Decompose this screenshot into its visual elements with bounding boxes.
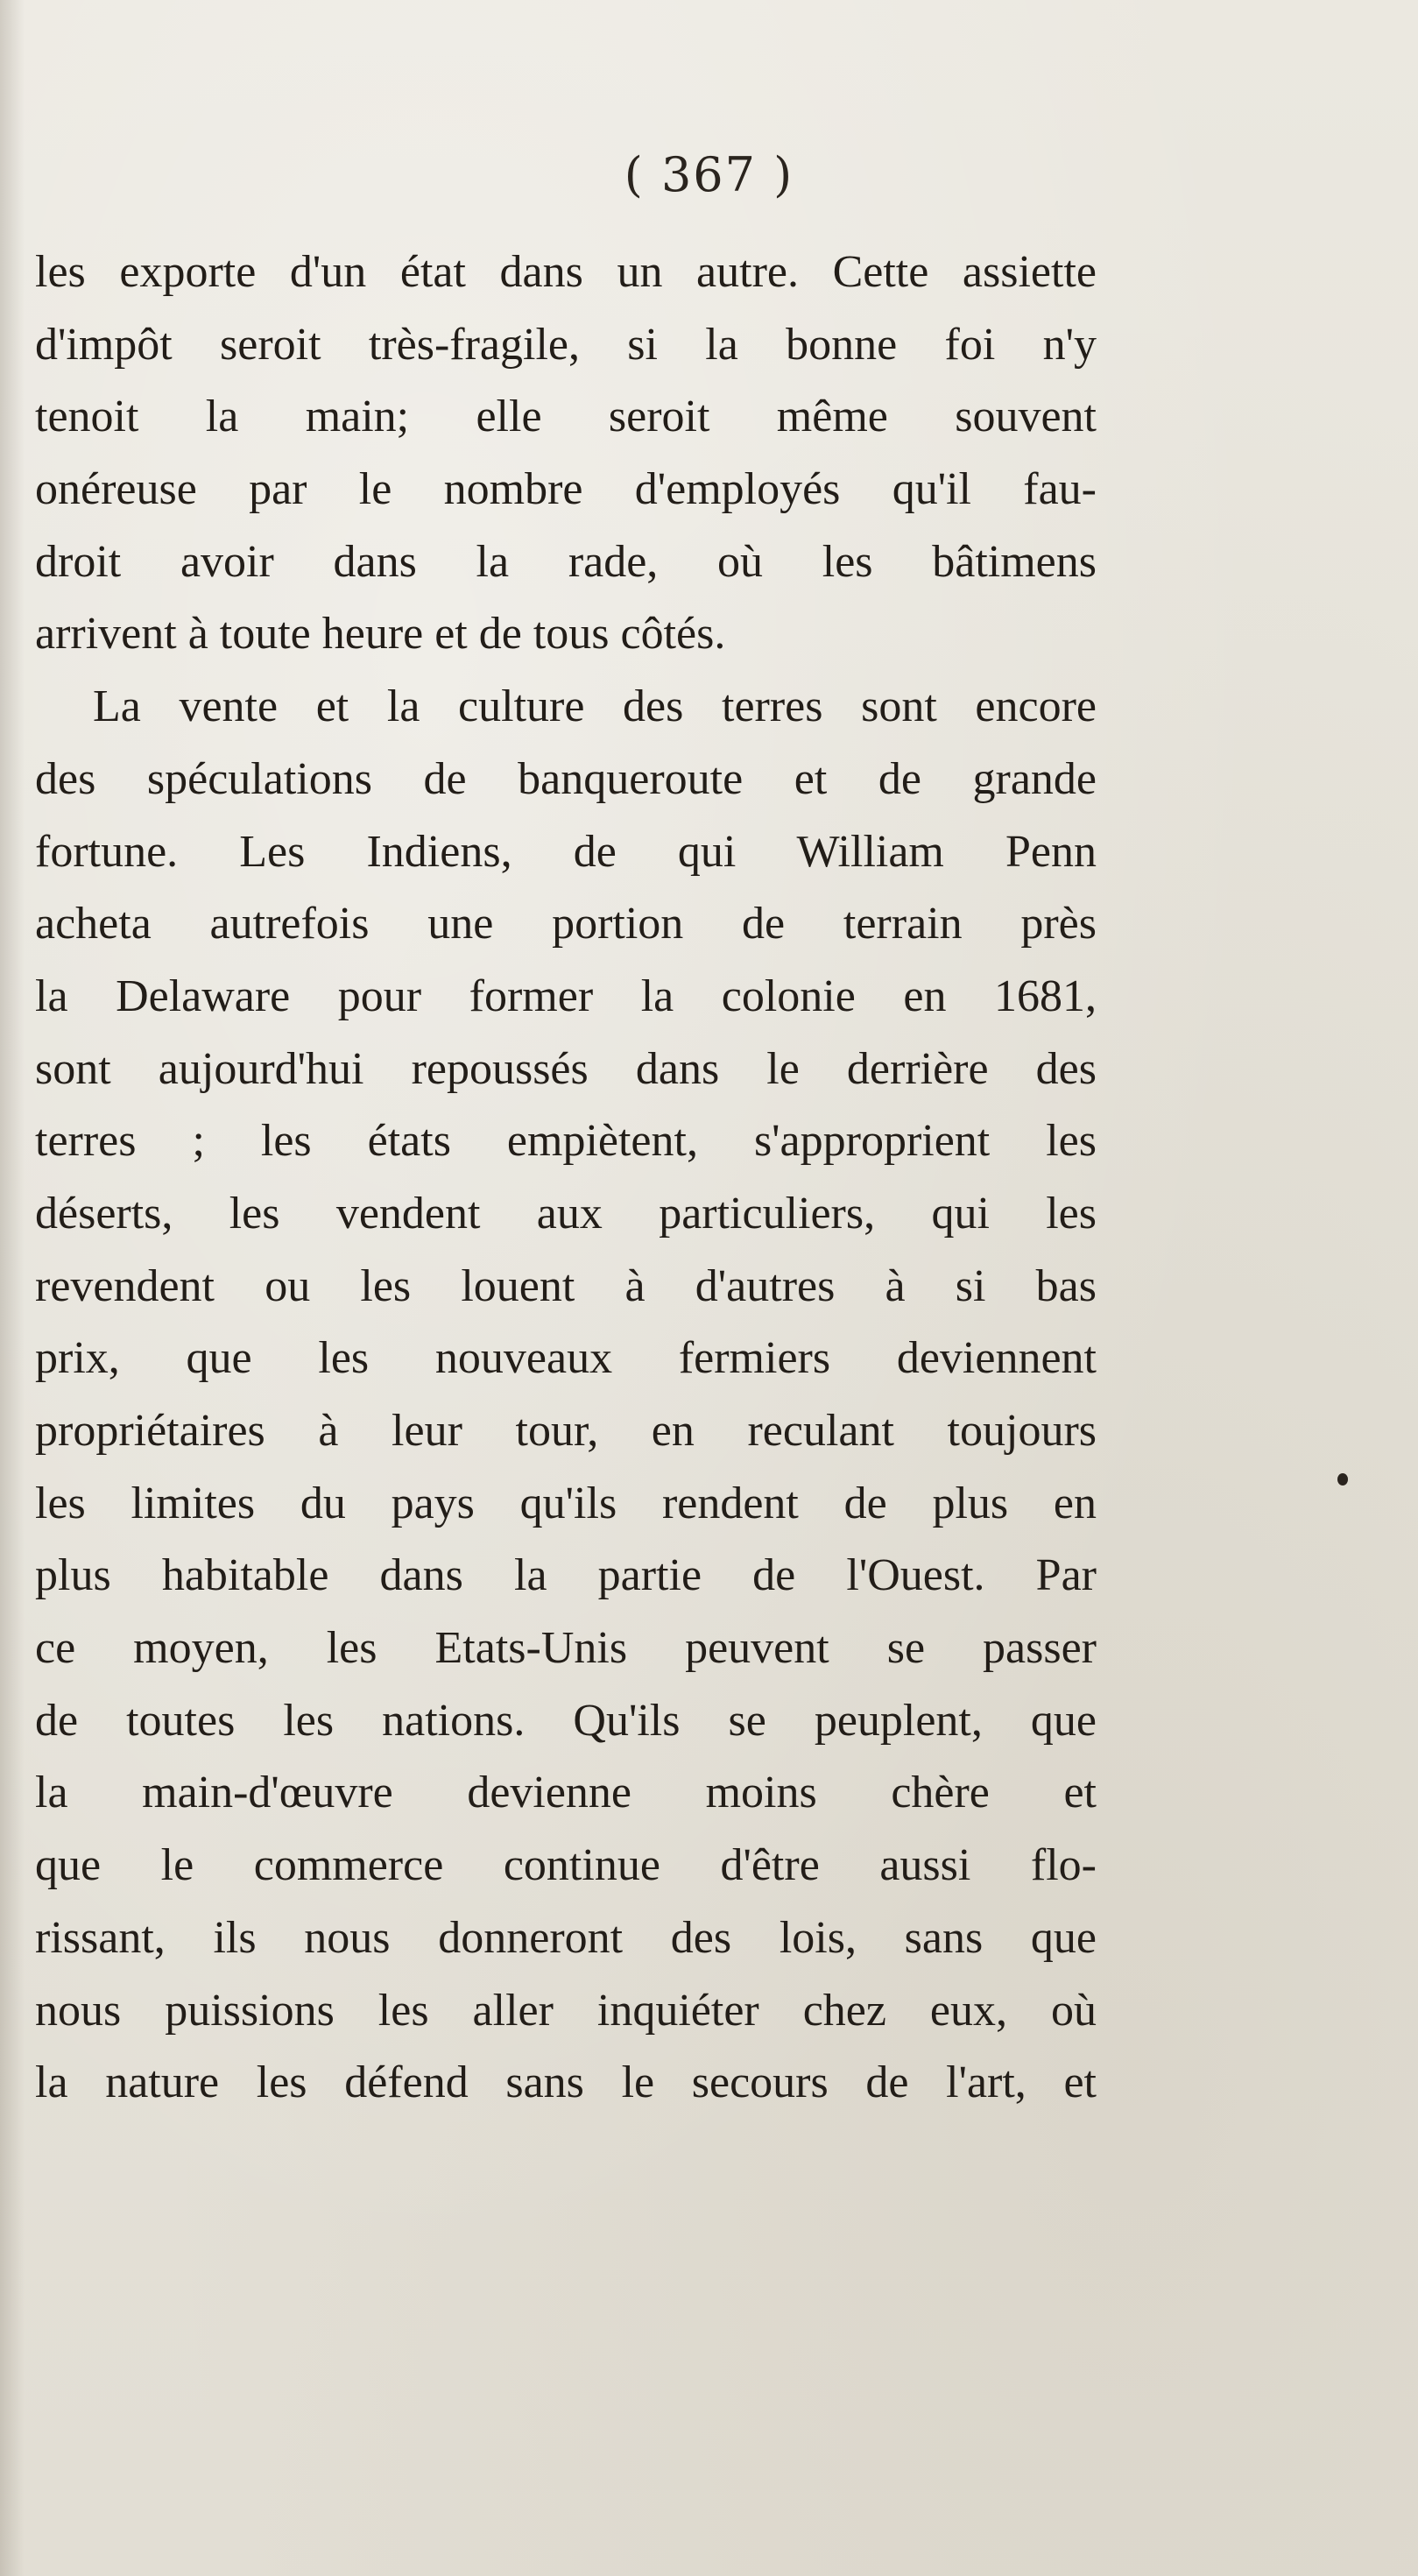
text-line: sont aujourd'hui repoussés dans le derrière des bbox=[35, 1043, 1097, 1094]
text-line: prix, que les nouveaux fermiers deviennent bbox=[35, 1333, 1097, 1384]
text-line: plus habitable dans la partie de l'Ouest. Par bbox=[35, 1550, 1097, 1601]
paragraph-start-line: La vente et la culture des terres sont encore bbox=[93, 681, 1097, 732]
text-line: que le commerce continue d'être aussi flo- bbox=[35, 1840, 1097, 1891]
page-number: ( 367 ) bbox=[624, 147, 794, 202]
text-line: tenoit la main; elle seroit même souvent bbox=[35, 392, 1097, 442]
text-line: revendent ou les louent à d'autres à si bas bbox=[35, 1260, 1097, 1311]
body-text bbox=[35, 236, 1097, 2120]
text-line: arrivent à toute heure et de tous côtés. bbox=[35, 609, 726, 660]
text-line: fortune. Les Indiens, de qui William Penn bbox=[35, 826, 1097, 877]
text-line: acheta autrefois une portion de terrain près bbox=[35, 899, 1097, 949]
text-line: les limites du pays qu'ils rendent de plus en bbox=[35, 1478, 1097, 1528]
text-line: de toutes les nations. Qu'ils se peuplent, que bbox=[35, 1695, 1097, 1746]
text-line: rissant, ils nous donneront des lois, sans que bbox=[35, 1912, 1097, 1963]
text-line: propriétaires à leur tour, en reculant toujours bbox=[35, 1406, 1097, 1456]
text-line: onéreuse par le nombre d'employés qu'il fau- bbox=[35, 464, 1097, 515]
text-line: les exporte d'un état dans un autre. Cette assiette bbox=[35, 247, 1097, 297]
text-line: la nature les défend sans le secours de l'art, et bbox=[35, 2057, 1097, 2108]
ink-speck bbox=[1337, 1473, 1348, 1486]
text-line: terres ; les états empiètent, s'approprient les bbox=[35, 1116, 1097, 1167]
text-line: ce moyen, les Etats-Unis peuvent se passer bbox=[35, 1623, 1097, 1674]
text-line: déserts, les vendent aux particuliers, qui les bbox=[35, 1188, 1097, 1239]
text-line: la Delaware pour former la colonie en 1681, bbox=[35, 970, 1097, 1021]
text-line: nous puissions les aller inquiéter chez eux, où bbox=[35, 1985, 1097, 2036]
text-line: d'impôt seroit très-fragile, si la bonne foi n'y bbox=[35, 319, 1097, 370]
text-line: la main-d'œuvre devienne moins chère et bbox=[35, 1768, 1097, 1818]
text-line: des spéculations de banqueroute et de grande bbox=[35, 753, 1097, 804]
text-line: droit avoir dans la rade, où les bâtimens bbox=[35, 536, 1097, 587]
